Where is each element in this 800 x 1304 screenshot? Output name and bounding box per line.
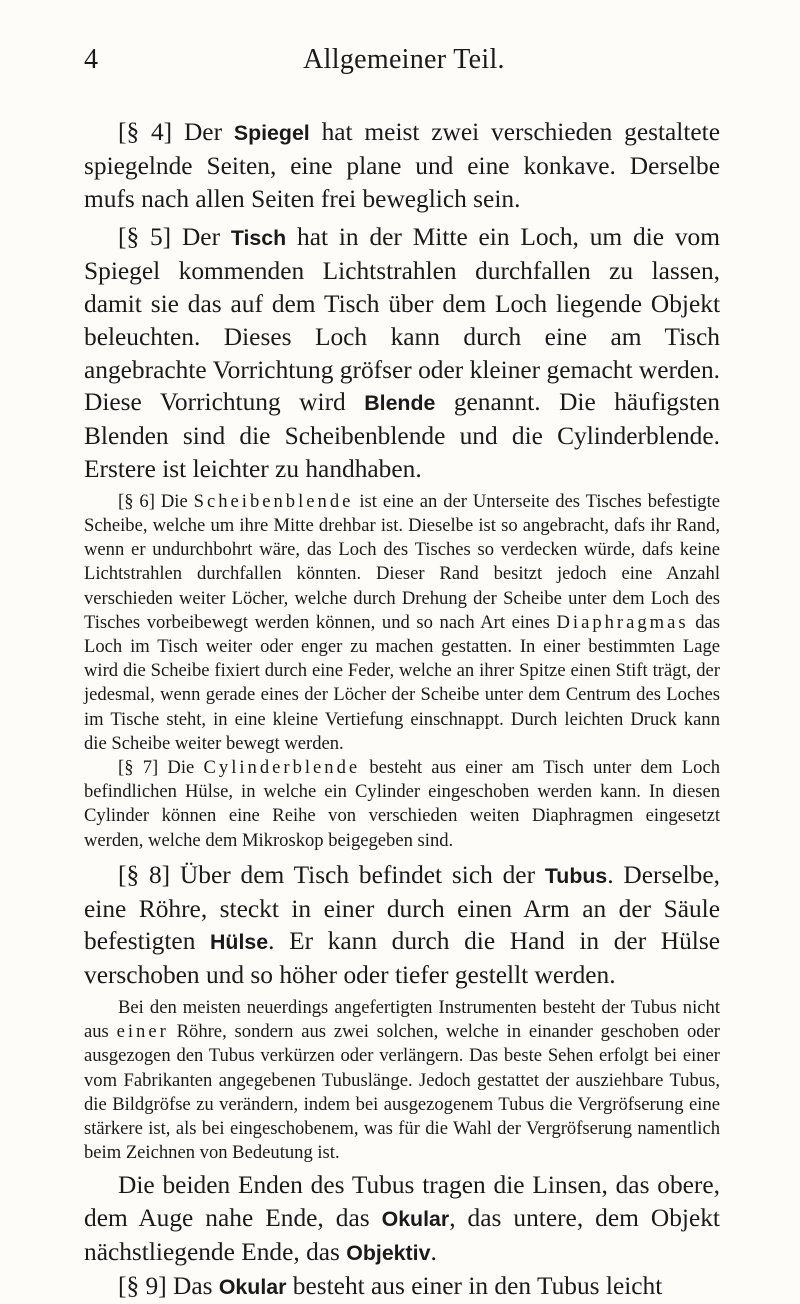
- text-run: genannt. Die häufigsten Blenden sind die Scheibenblende und die Cylinderblende. Erstere ist leichter zu handhaben.: [84, 388, 720, 483]
- paragraph-tubus: [84, 859, 720, 992]
- paragraph-scheibenblende: [84, 490, 720, 756]
- text-run: hat meist zwei verschieden gestaltete spiegelnde Seiten, eine plane und eine konkave. Derselbe mufs nach allen Seiten frei beweglich sein.: [84, 118, 720, 213]
- running-head: Allgemeiner Teil.: [303, 44, 505, 75]
- term-blende: Blende: [364, 391, 436, 416]
- term-spiegel: Spiegel: [233, 121, 310, 145]
- text-run: besteht aus einer in den Tubus leicht: [286, 1271, 663, 1300]
- page-number: 4: [84, 44, 98, 75]
- term-einer: einer: [116, 1021, 169, 1043]
- text-run: das Loch im Tisch weiter oder enger zu machen gestatten. In einer bestimmten Lage wird die Scheibe fixiert durch eine Feder, welche an ihrer Spitze einen Stift trägt, der jedesmal, wenn gerade eines der Löcher der Scheibe unter dem Centrum des Loches im Tische steht, in eine kleine Vertiefung einschnappt. Durch leichten Druck kann die Scheibe weiter bewegt werden.: [84, 611, 721, 754]
- term-tubus: Tubus: [544, 863, 608, 888]
- text-run: hat in der Mitte ein Loch, um die vom Spiegel kommenden Lichtstrahlen durchfallen zu lassen, damit sie das auf dem Tisch über dem Loch liegende Objekt beleuchten. Dieses Loch kann durch eine am Tisch angebrachte Vorrichtung gröfser oder kleiner gemacht werden. Diese Vorrichtung wird: [84, 223, 721, 417]
- text-run: Die beiden Enden des Tubus tragen die Linsen, das obere, dem Auge nahe Ende, das: [84, 1171, 720, 1233]
- text-run: Bei den meisten neuerdings angefertigten Instrumenten besteht der Tubus nicht aus: [84, 997, 720, 1043]
- paragraph-cylinderblende: [84, 756, 720, 853]
- page-body: [84, 116, 720, 1304]
- text-run: .: [430, 1238, 437, 1267]
- text-run: [§ 7] Die: [118, 757, 204, 778]
- term-tisch: Tisch: [230, 226, 287, 251]
- term-objektiv: Objektiv: [346, 1241, 431, 1266]
- term-okular: Okular: [381, 1207, 450, 1232]
- text-run: [§ 6] Die: [118, 490, 194, 512]
- text-run: , das untere, dem Objekt nächstliegende Ende, das: [84, 1204, 720, 1267]
- page-header: [84, 44, 724, 84]
- text-run: [§ 8] Über dem Tisch befindet sich der: [118, 860, 545, 889]
- text-run: besteht aus einer am Tisch unter dem Loch befindlichen Hülse, in welche ein Cylinder eingeschoben werden kann. In diesen Cylinder können eine Reihe von verschieden weiten Diaphragmen eingesetzt werden, welche dem Mikroskop beigegeben sind.: [84, 757, 720, 851]
- text-run: [§ 9] Das: [118, 1271, 219, 1300]
- paragraph-okular: [84, 1270, 720, 1304]
- text-run: [§ 4] Der: [118, 118, 234, 146]
- term-cylinderblende: Cylinderblende: [203, 757, 361, 778]
- text-run: . Derselbe, eine Röhre, steckt in einer durch einen Arm an der Säule befestigten: [84, 860, 720, 956]
- text-run: ist eine an der Unterseite des Tisches befestigte Scheibe, welche um ihre Mitte drehbar ist. Dieselbe ist so angebracht, dafs ihr Rand, wenn er undurchbohrt wäre, das Loch des Tisches so verdecken würde, dafs keine Lichtstrahlen durchfallen könnten. Dieser Rand besitzt jedoch eine Anzahl verschieden weiter Löcher, welche durch Drehung der Scheibe unter dem Loch des Tisches vorbeibewegt werden können, und so nach Art eines: [84, 490, 720, 633]
- term-huelse: Hülse: [210, 930, 269, 955]
- paragraph-spiegel: [84, 116, 720, 215]
- term-okular: Okular: [218, 1274, 287, 1299]
- paragraph-tubus-detail: [84, 996, 720, 1165]
- text-run: [§ 5] Der: [118, 223, 231, 252]
- term-diaphragmas: Diaphragmas: [556, 611, 689, 633]
- text-run: . Er kann durch die Hand in der Hülse verschoben und so höher oder tiefer gestellt werden.: [84, 927, 721, 990]
- paragraph-linsen: [84, 1169, 720, 1269]
- term-scheibenblende: Scheibenblende: [193, 490, 354, 512]
- paragraph-tisch: [84, 221, 720, 485]
- text-run: Röhre, sondern aus zwei solchen, welche in einander geschoben oder ausgezogen den Tubus verkürzen oder verlängern. Das beste Sehen erfolgt bei einer vom Fabrikanten angegebenen Tubuslänge. Jedoch gestattet der ausziehbare Tubus, die Bildgröfse zu verändern, indem bei ausgezogenem Tubus die Vergröfserung eine stärkere ist, als bei eingeschobenem, was für die Wahl der Vergröfserung namentlich beim Zeichnen von Bedeutung ist.: [84, 1021, 720, 1164]
